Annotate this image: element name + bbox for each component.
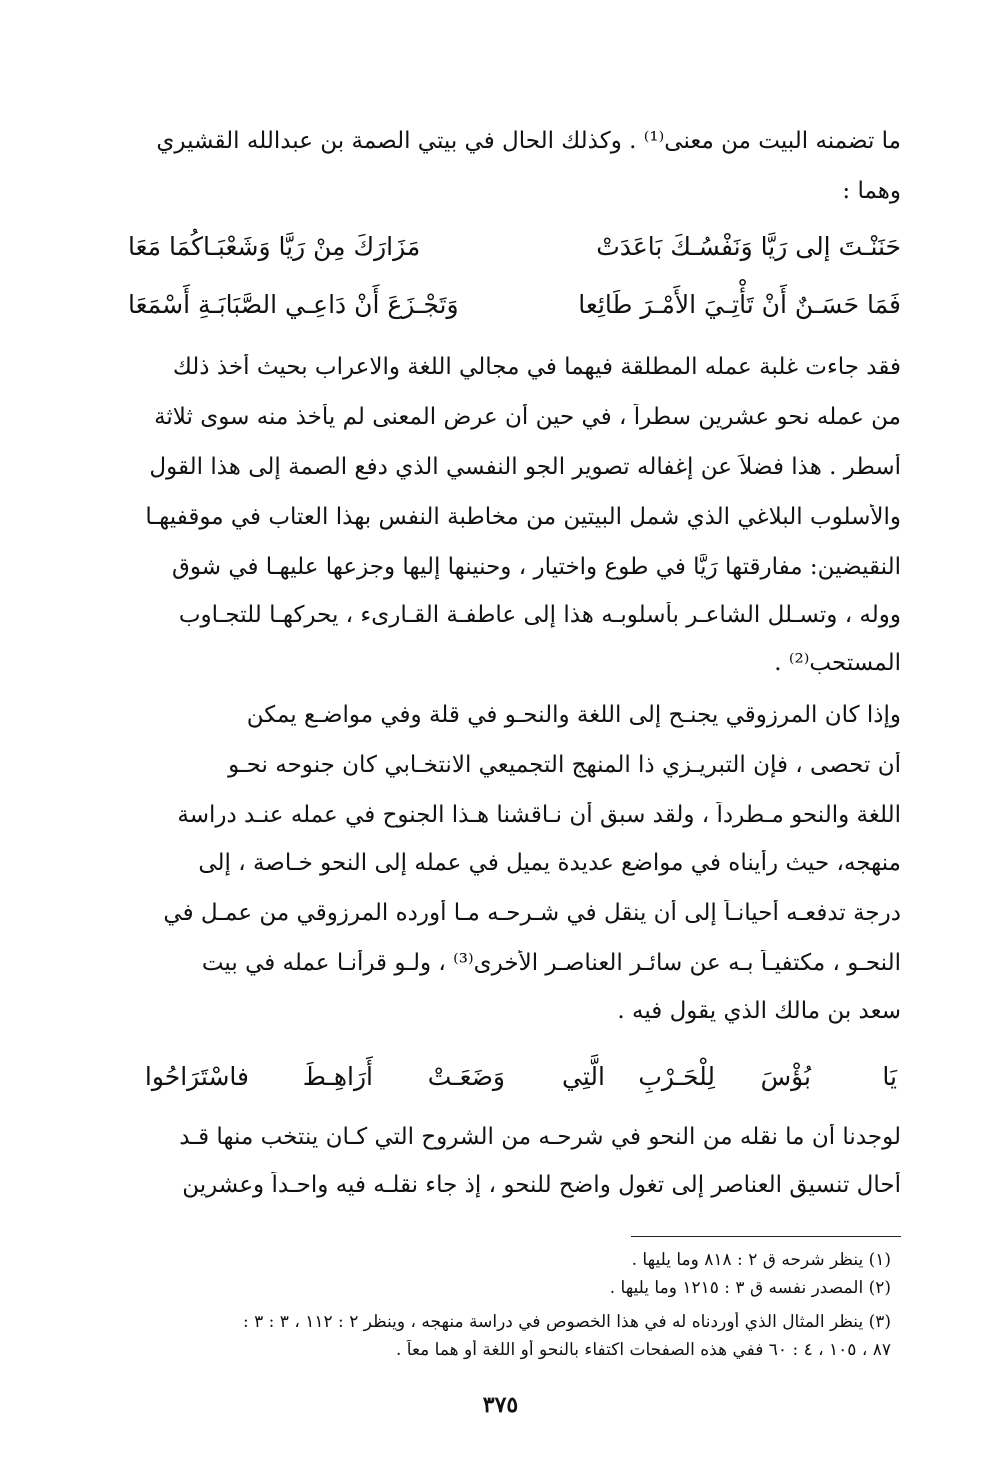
text-line: لوجدنا أن ما نقله من النحو في شرحـه من الشروح التي كـان ينتخب منها قـد — [179, 1124, 901, 1150]
footnote: (١) ينظر شرحه ق ٢ : ٨١٨ وما يليها . — [631, 1250, 891, 1270]
verse-word: بُؤْسَ — [760, 1062, 811, 1091]
text-line: درجة تدفعـه أحيانـاً إلى أن ينقل في شـرحـه مـا أورده المرزوقي من عمـل في — [163, 900, 901, 926]
verse-hemistich-right: حَنَنْـتَ إلى رَيَّا وَنَفْسُـكَ بَاعَدَتْ — [596, 232, 901, 261]
text-line: ما تضمنه البيت من معنى⁽¹⁾ . وكذلك الحال في بيتي الصمة بن عبدالله القشيري — [156, 128, 901, 154]
footnote: (٢) المصدر نفسه ق ٣ : ١٢١٥ وما يليها . — [609, 1278, 891, 1298]
text-line: أسطر . هذا فضلاً عن إغفاله تصوير الجو النفسي الذي دفع الصمة إلى هذا القول — [149, 454, 901, 480]
footnote: (٣) ينظر المثال الذي أوردناه له في هذا الخصوص في دراسة منهجه ، وينظر ٢ : ١١٢ ، ٣ : ٣ : — [242, 1312, 891, 1332]
text-line: النقيضين: مفارقتها رَيَّا في طوع واختيار ، وحنينها إليها وجزعها عليهـا في شوق — [172, 554, 901, 580]
footnote-separator — [631, 1236, 901, 1237]
text-line: والأسلوب البلاغي الذي شمل البيتين من مخاطبة النفس بهذا العتاب في موقفيهـا — [145, 504, 901, 530]
verse-word: فاسْتَرَاحُوا — [144, 1062, 249, 1091]
page-number: ٣٧٥ — [482, 1392, 519, 1418]
text-line: وإذا كان المرزوقي يجنـح إلى اللغة والنحـو في قلة وفي مواضـع يمكن — [246, 702, 901, 728]
text-line: من عمله نحو عشرين سطراً ، في حين أن عرض المعنى لم يأخذ منه سوى ثلاثة — [154, 404, 901, 430]
text-line: وهما : — [842, 178, 901, 204]
text-line: أن تحصى ، فإن التبريـزي ذا المنهج التجميعي الانتخـابي كان جنوحه نحـو — [228, 752, 901, 778]
verse-word: يَا — [882, 1062, 897, 1091]
verse-word: لِلْحَـرْبِ — [638, 1062, 715, 1091]
verse-word: وَضَعَـتْ — [427, 1062, 505, 1091]
verse-hemistich-right: فَمَا حَسَـنٌ أَنْ تَأْتِـيَ الأَمْـرَ طَائِعا — [578, 290, 901, 319]
verse-hemistich-left: مَزَارَكَ مِنْ رَيَّا وَشَعْبَـاكُمَا مَعَا — [128, 232, 421, 261]
footnote: ٨٧ ، ١٠٥ ، ٤ : ٦٠ ففي هذه الصفحات اكتفاء بالنحو أو اللغة أو هما معاً . — [395, 1340, 891, 1360]
text-line: اللغة والنحو مـطرداً ، ولقد سبق أن نـاقشنا هـذا الجنوح في عمله عنـد دراسة — [177, 802, 901, 828]
text-line: منهجه، حيث رأيناه في مواضع عديدة يميل في عمله إلى النحو خـاصة ، إلى — [198, 850, 901, 876]
verse-word: أَرَاهِـطَ — [302, 1062, 373, 1091]
text-line: سعد بن مالك الذي يقول فيه . — [617, 998, 901, 1024]
text-line: أحال تنسيق العناصر إلى تغول واضح للنحو ، إذ جاء نقلـه فيه واحـداً وعشرين — [182, 1172, 901, 1198]
text-line: المستحب⁽²⁾ . — [774, 650, 901, 676]
text-line: ووله ، وتسـلل الشاعـر بأسلوبـه هذا إلى عاطفـة القـارىء ، يحركهـا للتجـاوب — [178, 602, 901, 628]
text-line: النحـو ، مكتفيـاً بـه عن سائـر العناصـر الأخرى⁽³⁾ ، ولـو قرأنـا عمله في بيت — [201, 950, 901, 976]
text-line: فقد جاءت غلبة عمله المطلقة فيهما في مجالي اللغة والاعراب بحيث أخذ ذلك — [172, 354, 901, 380]
verse-word: الَّتِي — [562, 1062, 605, 1091]
verse-hemistich-left: وَتَجْـزَعَ أَنْ دَاعِـي الصَّبَابَـةِ أَسْمَعَا — [128, 290, 459, 319]
